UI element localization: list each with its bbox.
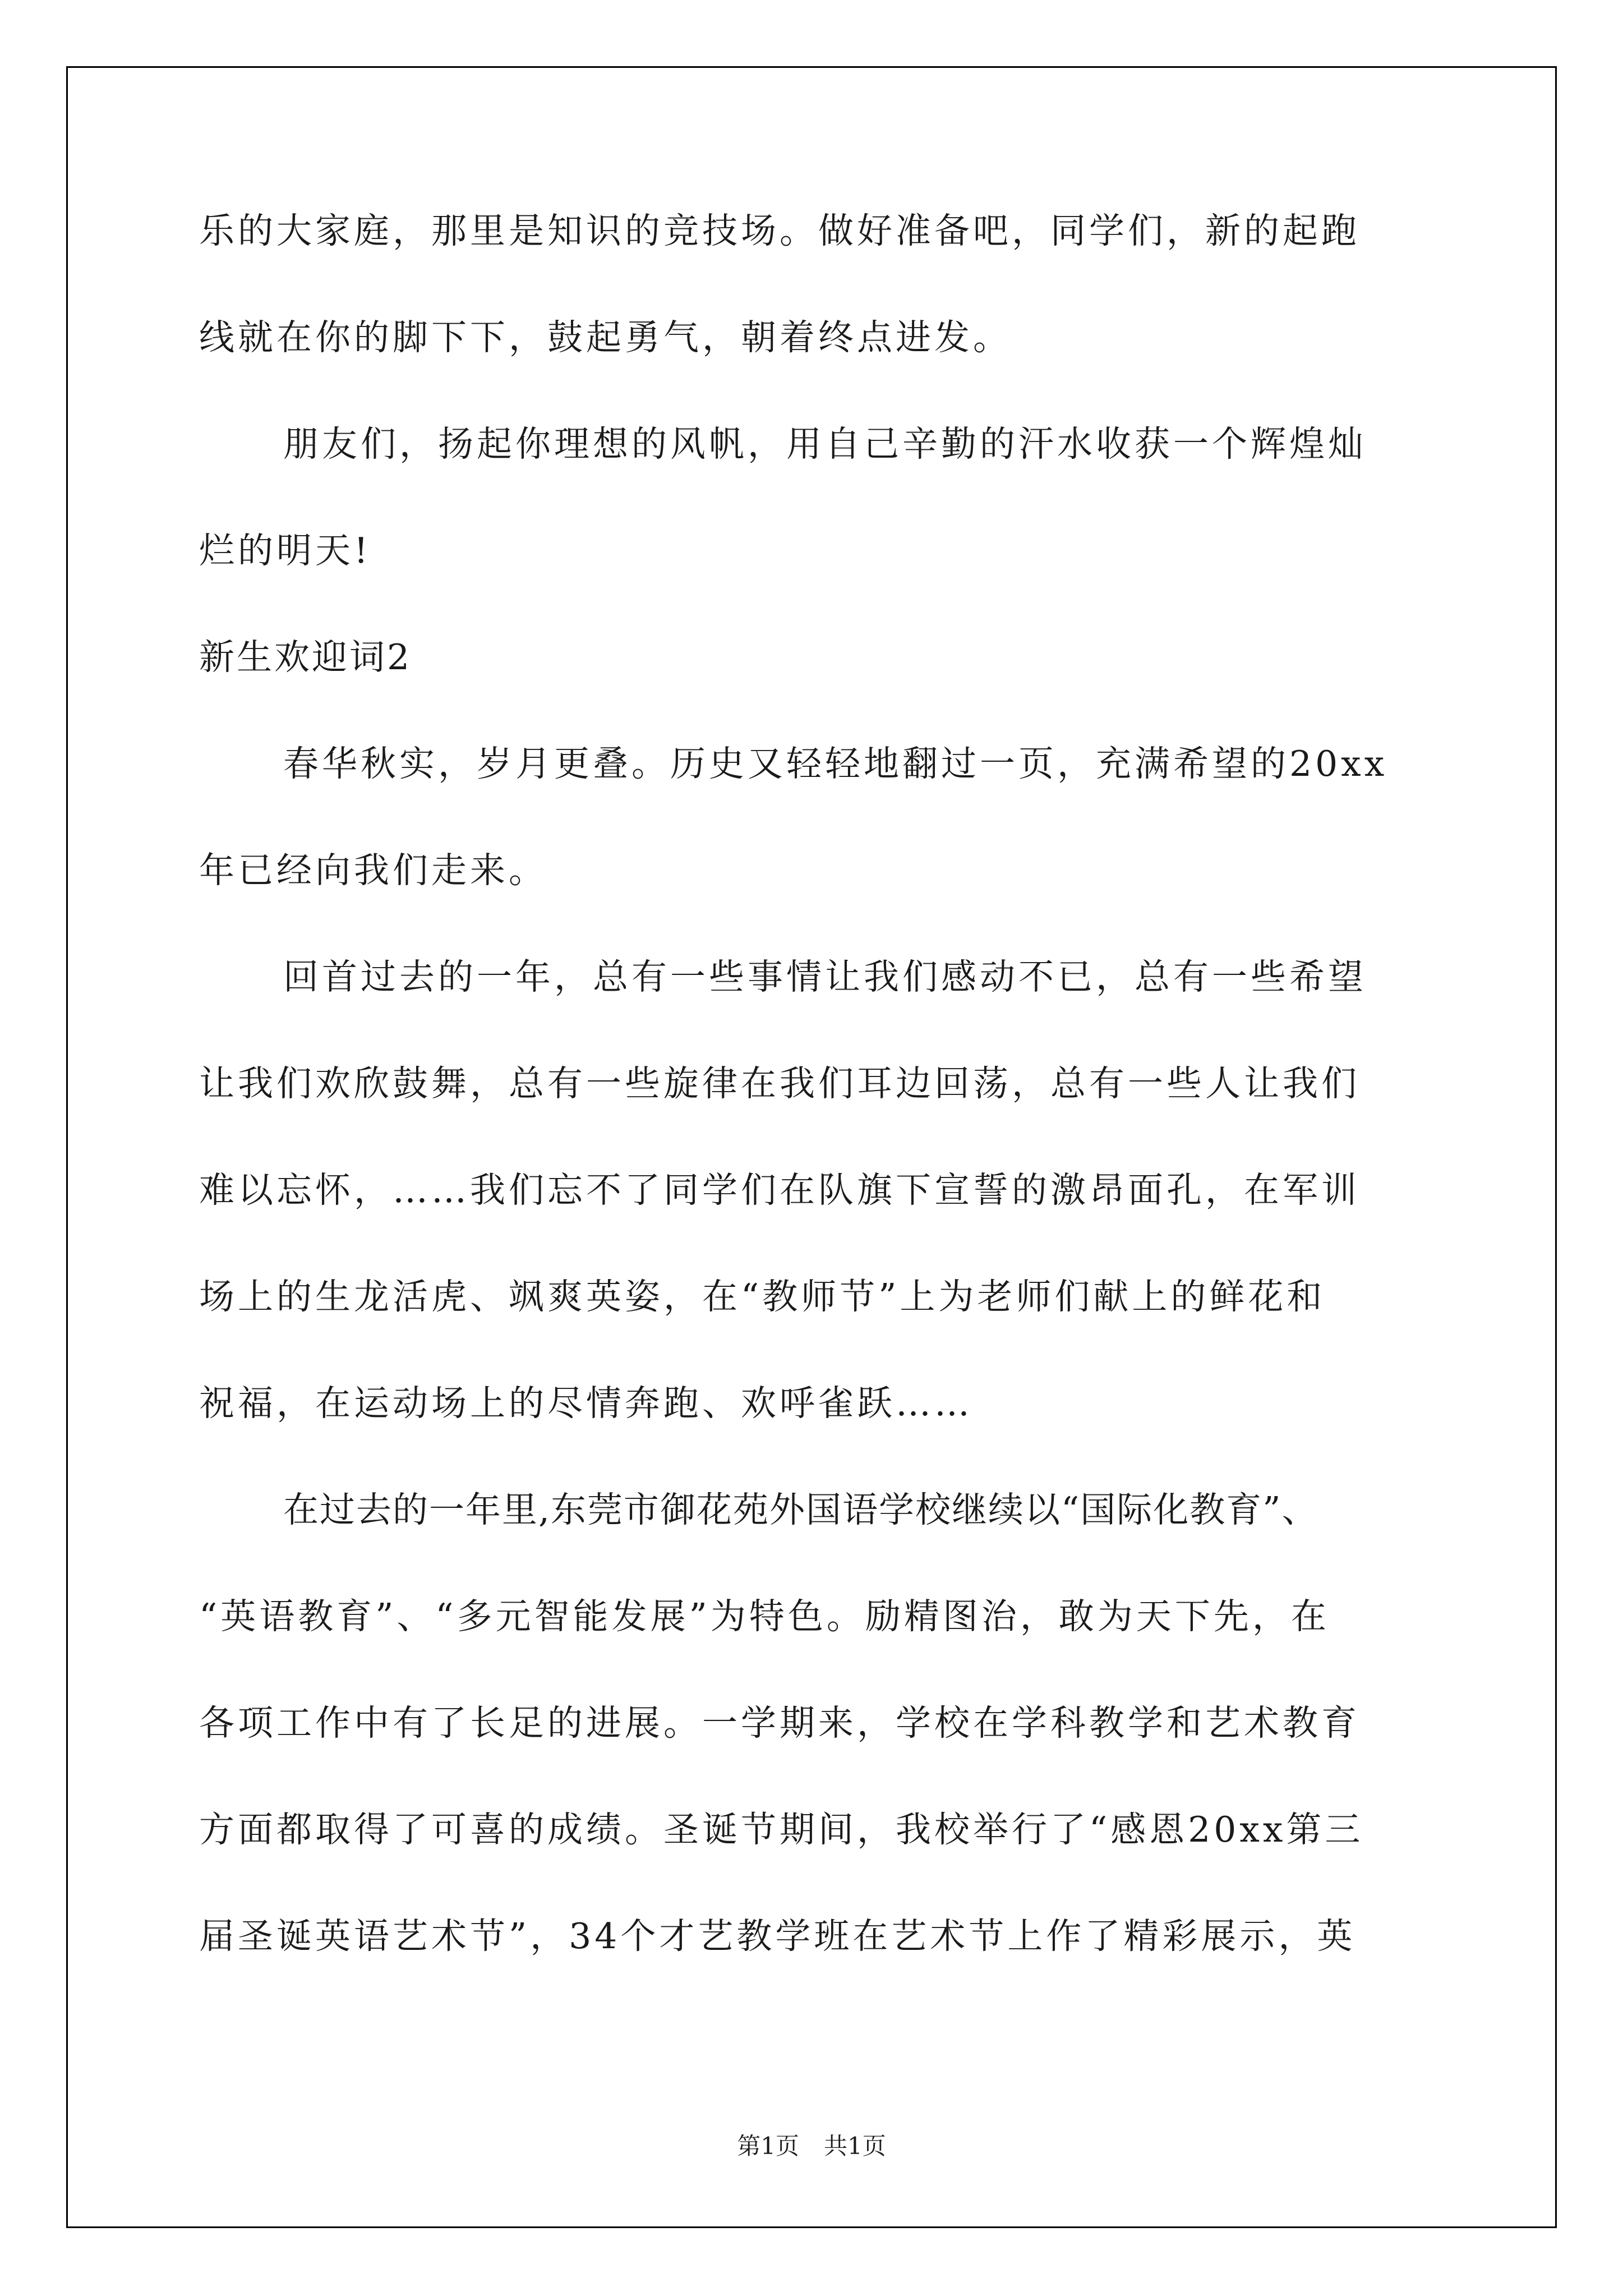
text-line: 让我们欢欣鼓舞，总有一些旋律在我们耳边回荡，总有一些人让我们 [199, 1063, 1360, 1104]
paragraph-first-line: 回首过去的一年，总有一些事情让我们感动不已，总有一些希望 [283, 956, 1367, 997]
text-line: 各项工作中有了长足的进展。一学期来，学校在学科教学和艺术教育 [199, 1703, 1360, 1743]
paragraph-first-line: 春华秋实，岁月更叠。历史又轻轻地翻过一页，充满希望的20xx [283, 743, 1388, 784]
text-line: 祝福，在运动场上的尽情奔跑、欢呼雀跃…… [199, 1383, 973, 1424]
text-line: 难以忘怀，……我们忘不了同学们在队旗下宣誓的激昂面孔，在军训 [199, 1170, 1360, 1211]
paragraph-first-line: 在过去的一年里,东莞市御花苑外国语学校继续以“国际化教育”、 [283, 1489, 1318, 1530]
text-line: 场上的生龙活虎、飒爽英姿，在“教师节”上为老师们献上的鲜花和 [199, 1276, 1326, 1317]
page-footer [0, 2134, 1623, 2158]
text-line: 烂的明天! [199, 530, 372, 571]
text-line: 方面都取得了可喜的成绩。圣诞节期间，我校举行了“感恩20xx第三 [199, 1809, 1364, 1850]
text-line: 线就在你的脚下下，鼓起勇气，朝着终点进发。 [199, 317, 1012, 358]
page-number: 第1页 [737, 2132, 799, 2160]
text-line: 届圣诞英语艺术节”，34个才艺教学班在艺术节上作了精彩展示，英 [199, 1916, 1356, 1957]
text-line: 乐的大家庭，那里是知识的竞技场。做好准备吧，同学们，新的起跑 [199, 210, 1360, 251]
paragraph-first-line: 朋友们，扬起你理想的风帆，用自己辛勤的汗水收获一个辉煌灿 [283, 424, 1367, 464]
document-body [199, 210, 1433, 2025]
page-total: 共1页 [824, 2132, 886, 2160]
text-line: 年已经向我们走来。 [199, 850, 547, 891]
section-heading: 新生欢迎词2 [199, 637, 412, 678]
text-line: “英语教育”、“多元智能发展”为特色。励精图治，敢为天下先，在 [199, 1596, 1330, 1637]
